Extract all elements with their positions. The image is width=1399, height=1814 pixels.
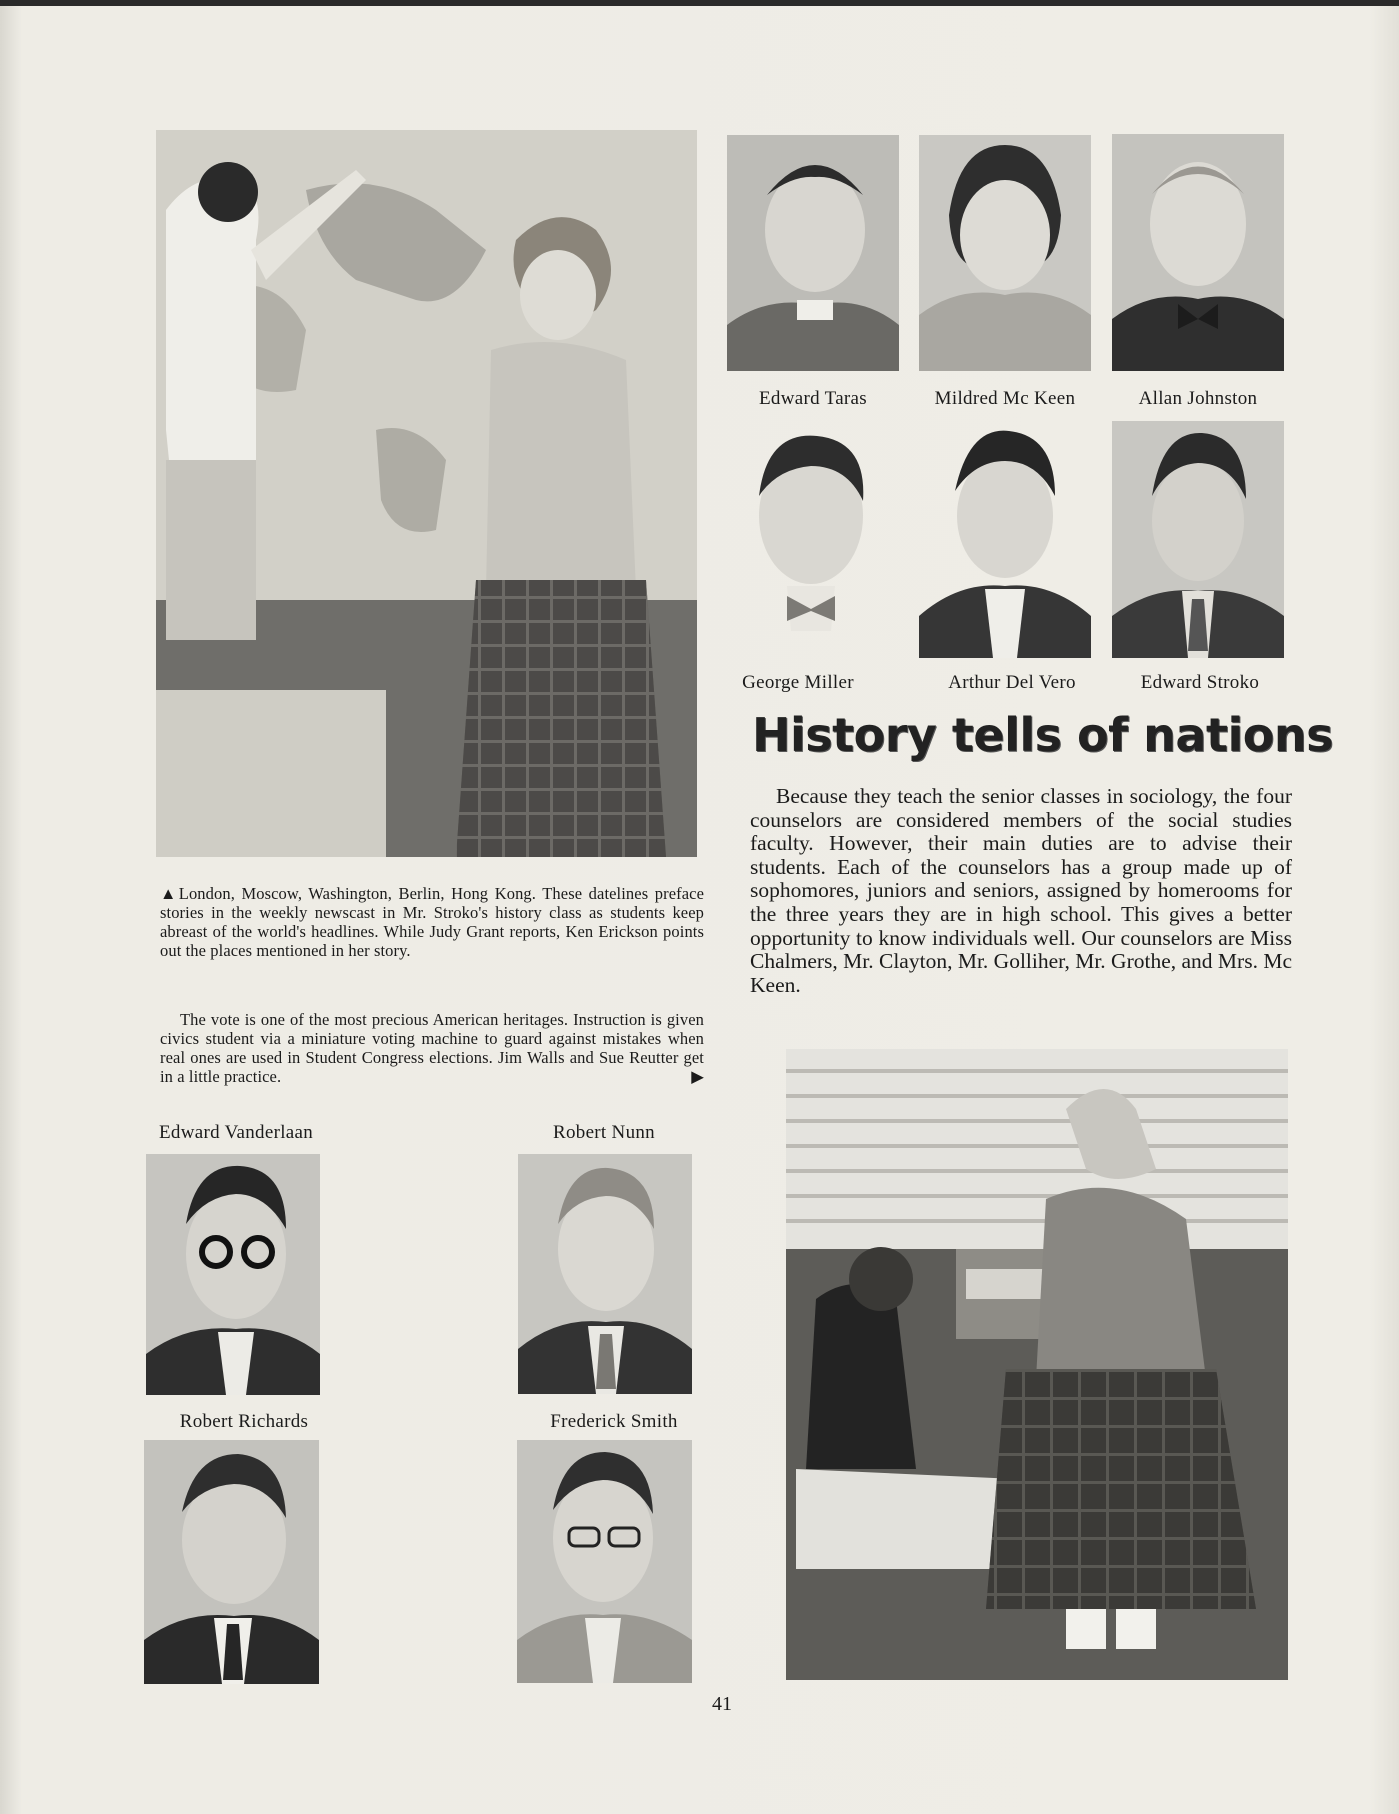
portrait-edward-vanderlaan (146, 1154, 320, 1395)
caption-map-photo (160, 884, 704, 960)
name-george-miller: George Miller (742, 672, 854, 693)
name-robert-richards: Robert Richards (179, 1411, 309, 1432)
portrait-robert-richards (144, 1440, 319, 1684)
body-counselors-text: Because they teach the senior classes in sociology, the four counselors are considered members of the social studies faculty. However, their main duties are to advise their students. Each of the counselors has a group made up of sophomores, juniors and seniors, assigned by homerooms for the three years they are in high school. This gives a better opportunity to know individuals well. Our counselors are Miss Chalmers, Mr. Clayton, Mr. Golliher, Mr. Grothe, and Mrs. Mc Keen. (750, 784, 1292, 997)
portrait-edward-stroko (1112, 421, 1284, 658)
name-arthur-del-vero: Arthur Del Vero (948, 672, 1076, 693)
name-allan-johnston: Allan Johnston (1138, 388, 1258, 409)
photo-voting-machine (786, 1049, 1288, 1680)
portrait-arthur-del-vero (919, 421, 1091, 658)
portrait-allan-johnston (1112, 134, 1284, 371)
name-edward-taras: Edward Taras (759, 388, 867, 409)
caption-vote-text: The vote is one of the most precious American heritages. Instruction is given civics student via a miniature voting machine to guard against mistakes when real ones are used in Student Congress elections. Jim Walls and Sue Reutter get in a little practice. (160, 1010, 704, 1086)
photo-map-classroom (156, 130, 697, 857)
portrait-frederick-smith (517, 1440, 692, 1683)
up-arrow-icon: ▲ (160, 884, 179, 903)
name-edward-vanderlaan: Edward Vanderlaan (159, 1122, 314, 1143)
caption-vote-photo (160, 1010, 704, 1086)
portrait-george-miller (727, 421, 899, 658)
page-number: 41 (712, 1693, 732, 1715)
name-robert-nunn: Robert Nunn (553, 1122, 655, 1143)
right-arrow-icon: ▶ (691, 1067, 704, 1086)
portrait-robert-nunn (518, 1154, 692, 1394)
caption-map-text: London, Moscow, Washington, Berlin, Hong Kong. These datelines preface stories in the weekly newscast in Mr. Stroko's history class as students keep abreast of the world's headlines. While Judy Grant reports, Ken Erickson points out the places mentioned in her story. (160, 884, 705, 960)
page-headline: History tells of nations (752, 708, 1333, 762)
name-frederick-smith: Frederick Smith (550, 1411, 678, 1432)
portrait-mildred-mc-keen (919, 135, 1091, 371)
portrait-edward-taras (727, 135, 899, 371)
name-edward-stroko: Edward Stroko (1140, 672, 1260, 693)
page-top-edge (0, 0, 1399, 6)
name-mildred-mc-keen: Mildred Mc Keen (934, 388, 1076, 409)
